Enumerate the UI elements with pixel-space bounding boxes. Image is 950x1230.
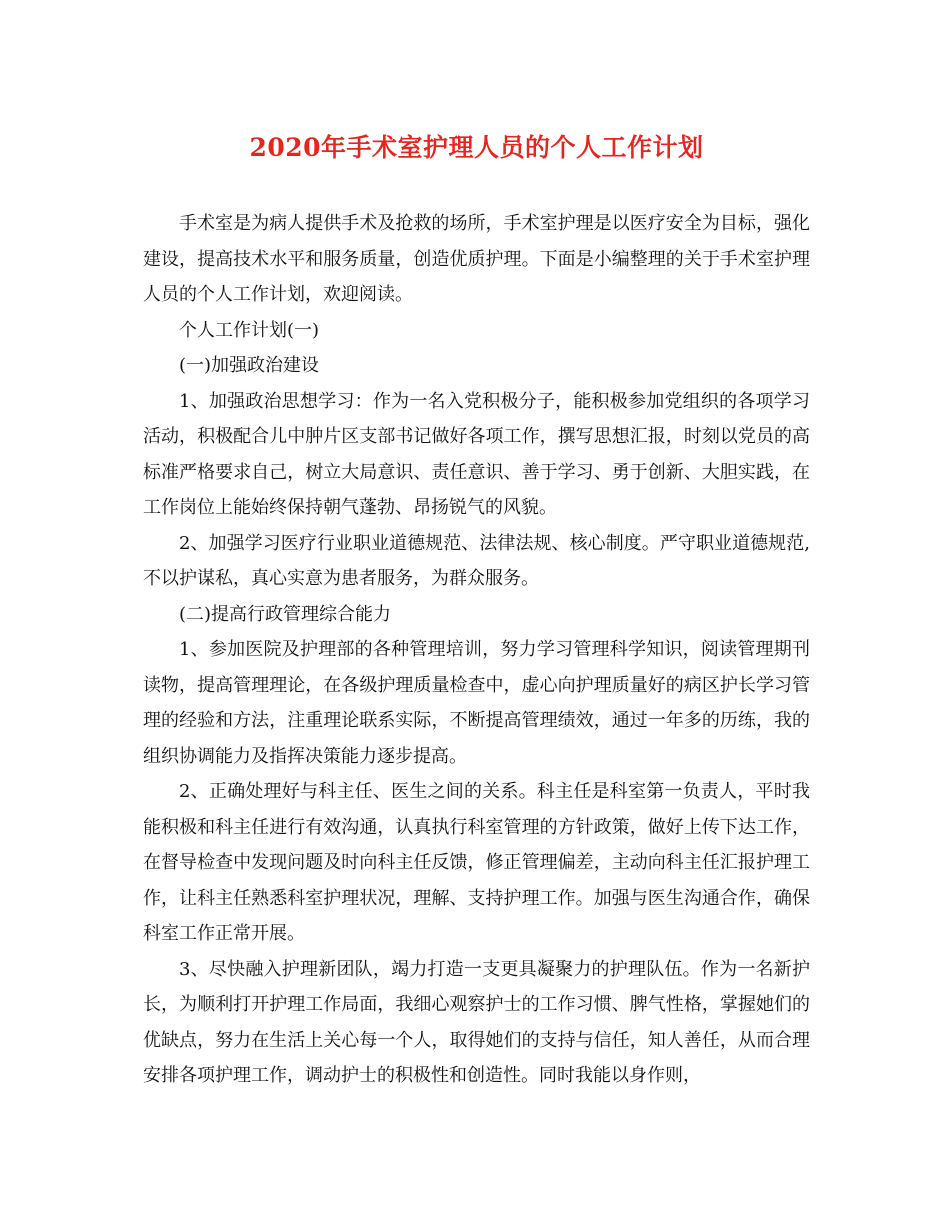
- paragraph-intro: 手术室是为病人提供手术及抢救的场所，手术室护理是以医疗安全为目标，强化建设，提高技术水平和服务质量，创造优质护理。下面是小编整理的关于手术室护理人员的个人工作计划，欢迎阅读。: [143, 213, 810, 305]
- document-body: [143, 206, 810, 1094]
- document-title: 2020年手术室护理人员的个人工作计划: [249, 133, 704, 162]
- section-heading-plan-1: 个人工作计划(一): [179, 319, 320, 341]
- paragraph-political-study: 1、加强政治思想学习：作为一名入党积极分子，能积极参加党组织的各项学习活动，积极配合儿中肿片区支部书记做好各项工作，撰写思想汇报，时刻以党员的高标准严格要求自己，树立大局意识、责任意识、善于学习、勇于创新、大胆实践，在工作岗位上能始终保持朝气蓬勃、昂扬锐气的风貌。: [143, 390, 810, 518]
- paragraph-professional-ethics: 2、加强学习医疗行业职业道德规范、法律法规、核心制度。严守职业道德规范,不以护谋私，真心实意为患者服务，为群众服务。: [143, 532, 810, 589]
- paragraph-director-relations: 2、正确处理好与科主任、医生之间的关系。科主任是科室第一负责人，平时我能积极和科主任进行有效沟通，认真执行科室管理的方针政策，做好上传下达工作，在督导检查中发现问题及时向科主任反馈，修正管理偏差，主动向科主任汇报护理工作，让科主任熟悉科室护理状况，理解、支持护理工作。加强与医生沟通合作，确保科室工作正常开展。: [143, 781, 810, 944]
- paragraph-management-training: 1、参加医院及护理部的各种管理培训，努力学习管理科学知识，阅读管理期刊读物，提高管理理论，在各级护理质量检查中，虚心向护理质量好的病区护长学习管理的经验和方法，注重理论联系实际，不断提高管理绩效，通过一年多的历练，我的组织协调能力及指挥决策能力逐步提高。: [143, 639, 810, 767]
- paragraph-team-building: 3、尽快融入护理新团队，竭力打造一支更具凝聚力的护理队伍。作为一名新护长，为顺利打开护理工作局面，我细心观察护士的工作习惯、脾气性格，掌握她们的优缺点，努力在生活上关心每一个人，取得她们的支持与信任，知人善任，从而合理安排各项护理工作，调动护士的积极性和创造性。同时我能以身作则，: [143, 958, 810, 1086]
- subheading-administrative-ability: (二)提高行政管理综合能力: [179, 603, 392, 625]
- subheading-political-building: (一)加强政治建设: [179, 355, 320, 376]
